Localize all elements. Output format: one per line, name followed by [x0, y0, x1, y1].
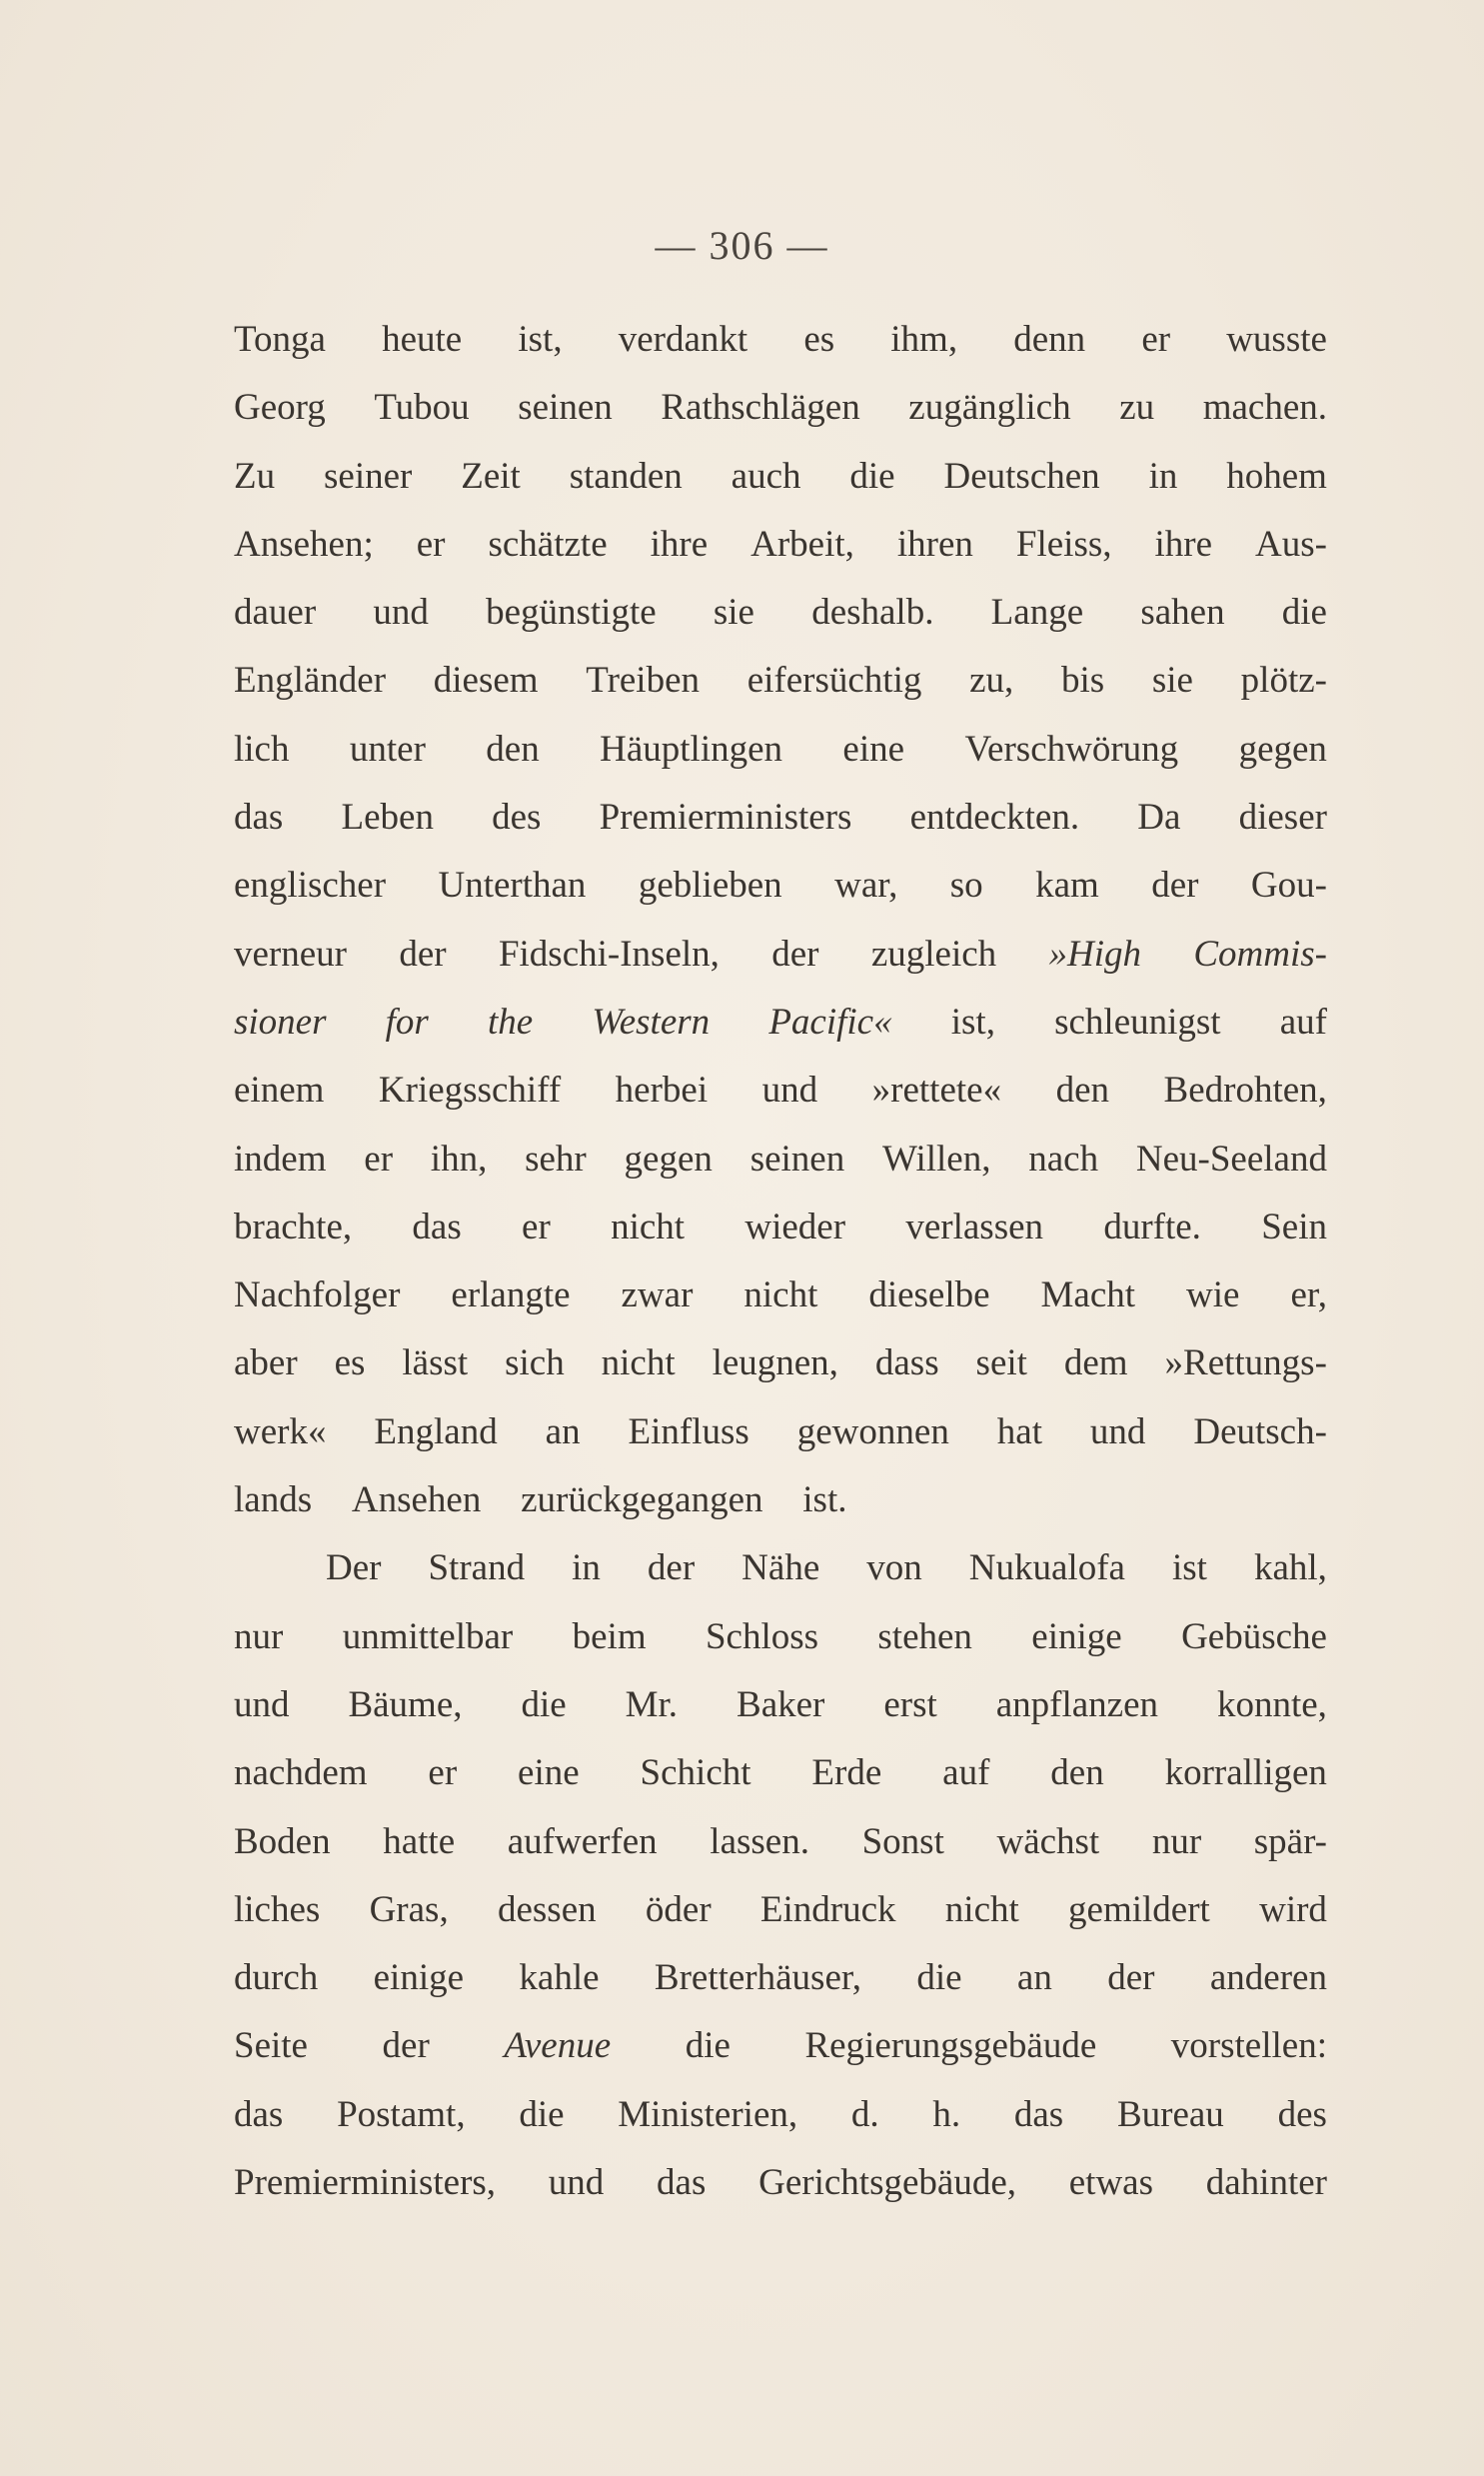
word: Unterthan	[438, 865, 587, 907]
word: an	[1016, 1957, 1052, 1999]
word: liches	[234, 1888, 321, 1930]
word: er	[522, 1206, 551, 1247]
word: etwas	[1068, 2162, 1153, 2204]
word: beim	[572, 1615, 647, 1657]
word: lassen.	[710, 1820, 809, 1862]
word: »Rettungs-	[1164, 1342, 1327, 1384]
word: deshalb.	[811, 592, 934, 634]
text-line-1	[234, 306, 1327, 374]
word: nicht	[944, 1888, 1019, 1930]
word: wieder	[744, 1206, 846, 1247]
text-line-18	[234, 1466, 1327, 1534]
word: Verschwörung	[964, 728, 1179, 770]
word: die	[849, 455, 895, 497]
word: ihm,	[890, 319, 958, 360]
word: gemildert	[1068, 1888, 1210, 1930]
word: lich	[234, 728, 290, 770]
word: hohem	[1226, 455, 1327, 497]
word: Häuptlingen	[600, 728, 783, 770]
word: Macht	[1040, 1274, 1136, 1316]
word: sie	[713, 592, 754, 634]
word: hatte	[383, 1820, 456, 1862]
text-line-26	[234, 2012, 1327, 2080]
word: nur	[234, 1615, 284, 1657]
word: dessen	[497, 1888, 597, 1930]
word: diesem	[433, 660, 539, 702]
word-italic	[1049, 921, 1142, 989]
word: nachdem	[234, 1752, 368, 1794]
word: auf	[942, 1752, 990, 1794]
word: denn	[1013, 319, 1086, 360]
text-line-3	[234, 443, 1327, 511]
word: begünstigte	[486, 592, 657, 634]
word: herbei	[615, 1070, 709, 1112]
word: anderen	[1209, 1957, 1327, 1999]
word: aber	[234, 1342, 298, 1384]
word: indem	[234, 1138, 327, 1180]
word: hat	[996, 1410, 1042, 1452]
word: verlassen	[905, 1206, 1044, 1247]
word: d.	[850, 2093, 879, 2135]
word: machen.	[1202, 387, 1327, 429]
word: Bäume,	[348, 1683, 463, 1725]
body-text	[234, 306, 1327, 2217]
word: in	[1148, 455, 1178, 497]
word: und	[373, 592, 429, 634]
word: dahinter	[1205, 2162, 1327, 2204]
word: Ansehen;	[234, 523, 374, 565]
word: dieser	[1238, 797, 1327, 839]
word: Tubou	[374, 387, 470, 429]
word: Premierministers	[599, 797, 852, 839]
text-line-21	[234, 1671, 1327, 1739]
word: war,	[834, 865, 898, 907]
word: eifersüchtig	[746, 660, 922, 702]
word: Der	[326, 1547, 382, 1589]
word-italic-text: »High	[1048, 933, 1141, 975]
word: Deutschen	[943, 455, 1100, 497]
word: eine	[842, 728, 905, 770]
word-italic-text: the	[487, 1001, 534, 1043]
word: unmittelbar	[342, 1615, 514, 1657]
word: er	[416, 523, 446, 565]
word: schleunigst	[1054, 1001, 1221, 1043]
word: wird	[1259, 1888, 1327, 1930]
word: zurückgegangen	[521, 1479, 763, 1521]
word: ist.	[802, 1479, 847, 1521]
word-italic	[1193, 921, 1327, 989]
text-line-12	[234, 1057, 1327, 1125]
word: unter	[349, 728, 426, 770]
word: auf	[1279, 1001, 1327, 1043]
word: gegen	[1238, 728, 1327, 770]
word: Ansehen	[351, 1479, 482, 1521]
text-line-2	[234, 374, 1327, 442]
text-line-15	[234, 1261, 1327, 1329]
word: nach	[1028, 1138, 1099, 1180]
word: Kriegsschiff	[378, 1070, 562, 1112]
text-line-10	[234, 921, 1327, 989]
word: durfte.	[1103, 1206, 1201, 1247]
word: einige	[373, 1957, 465, 1999]
word: dem	[1063, 1342, 1128, 1384]
word: konnte,	[1216, 1683, 1327, 1725]
word: anpflanzen	[995, 1683, 1159, 1725]
word: brachte,	[234, 1206, 353, 1247]
word: h.	[932, 2093, 961, 2135]
word: aufwerfen	[507, 1820, 658, 1862]
word: einem	[234, 1070, 325, 1112]
word: verdankt	[618, 319, 748, 360]
word: einige	[1031, 1615, 1122, 1657]
word-italic	[768, 989, 891, 1057]
word: Bureau	[1116, 2093, 1224, 2135]
word: Eindruck	[759, 1888, 896, 1930]
word: leugnen,	[712, 1342, 838, 1384]
text-line-27	[234, 2081, 1327, 2149]
word: spär-	[1253, 1820, 1327, 1862]
text-line-13	[234, 1126, 1327, 1194]
text-line-16	[234, 1329, 1327, 1397]
text-line-6	[234, 647, 1327, 715]
word: an	[545, 1410, 581, 1452]
word: zwar	[621, 1274, 694, 1316]
word: das	[657, 2162, 707, 2204]
word: Nukualofa	[968, 1547, 1125, 1589]
word: Deutsch-	[1193, 1410, 1327, 1452]
word: verneur	[234, 933, 347, 975]
word: das	[1013, 2093, 1064, 2135]
word: standen	[569, 455, 683, 497]
word: und	[548, 2162, 605, 2204]
word: kahl,	[1253, 1547, 1327, 1589]
text-line-19	[234, 1534, 1327, 1602]
word: sie	[1151, 660, 1193, 702]
word: lässt	[402, 1342, 469, 1384]
word: in	[572, 1547, 601, 1589]
word: ihre	[650, 523, 709, 565]
word: Premierministers,	[234, 2162, 497, 2204]
word: er	[364, 1138, 394, 1180]
word: eine	[518, 1752, 580, 1794]
word: Gras,	[369, 1888, 449, 1930]
word: vorstellen:	[1170, 2025, 1327, 2067]
word: der	[771, 933, 819, 975]
word: wusste	[1226, 319, 1327, 360]
word: ihren	[896, 523, 973, 565]
word: Mr.	[625, 1683, 679, 1725]
text-line-7	[234, 716, 1327, 784]
text-line-28	[234, 2149, 1327, 2217]
word: und	[1089, 1410, 1146, 1452]
word: Gou-	[1250, 865, 1327, 907]
word: Georg	[234, 387, 326, 429]
word: dauer	[234, 592, 317, 634]
word: so	[949, 865, 983, 907]
word: es	[334, 1342, 366, 1384]
text-line-9	[234, 852, 1327, 920]
word: die	[1281, 592, 1327, 634]
word: durch	[234, 1957, 319, 1999]
word: der	[382, 2025, 430, 2067]
word: Postamt,	[337, 2093, 466, 2135]
word: Engländer	[234, 660, 387, 702]
word: Schicht	[640, 1752, 751, 1794]
word: Bretterhäuser,	[654, 1957, 861, 1999]
word: des	[492, 797, 542, 839]
word: zu,	[969, 660, 1014, 702]
word: gegen	[624, 1138, 713, 1180]
word: Tonga	[234, 319, 326, 360]
word: zugleich	[870, 933, 997, 975]
word: erst	[883, 1683, 937, 1725]
word: nur	[1151, 1820, 1202, 1862]
word-italic-text: Commis-	[1193, 933, 1327, 975]
word: Aus-	[1255, 523, 1327, 565]
word: seinen	[749, 1138, 845, 1180]
word: zugänglich	[908, 387, 1071, 429]
word: plötz-	[1240, 660, 1327, 702]
word: auch	[731, 455, 801, 497]
word: das	[234, 2093, 284, 2135]
word: der	[1107, 1957, 1155, 1999]
word: die	[916, 1957, 962, 1999]
word: das	[412, 1206, 462, 1247]
word: Leben	[341, 797, 434, 839]
word: die	[519, 2093, 565, 2135]
word: England	[374, 1410, 498, 1452]
word-italic	[488, 989, 533, 1057]
word: er	[428, 1752, 458, 1794]
word: die	[685, 2025, 731, 2067]
word: des	[1277, 2093, 1327, 2135]
page-number: — 306 —	[655, 223, 829, 268]
word: bis	[1060, 660, 1105, 702]
word: Sein	[1261, 1206, 1327, 1247]
word: Schloss	[705, 1615, 819, 1657]
word: Treiben	[586, 660, 701, 702]
word: ihre	[1154, 523, 1213, 565]
word: Willen,	[882, 1138, 991, 1180]
word: den	[486, 728, 540, 770]
text-line-4	[234, 511, 1327, 579]
word-italic	[592, 989, 710, 1057]
text-line-23	[234, 1808, 1327, 1876]
word: Ministerien,	[618, 2093, 798, 2135]
word-italic-text: Avenue	[504, 2025, 612, 2067]
word: ihn,	[430, 1138, 488, 1180]
word: englischer	[234, 865, 387, 907]
text-line-14	[234, 1194, 1327, 1261]
word: Fleiss,	[1015, 523, 1112, 565]
word: seit	[975, 1342, 1027, 1384]
word: kahle	[519, 1957, 600, 1999]
word: die	[521, 1683, 567, 1725]
word: Strand	[428, 1547, 526, 1589]
word-italic-text: Western	[592, 1001, 711, 1043]
word: Einfluss	[628, 1410, 749, 1452]
word: Bedrohten,	[1163, 1070, 1327, 1112]
word: Nähe	[742, 1547, 820, 1589]
text-line-25	[234, 1944, 1327, 2012]
word: Fidschi-Inseln,	[498, 933, 720, 975]
text-line-24	[234, 1876, 1327, 1944]
word: nicht	[743, 1274, 818, 1316]
word: nicht	[601, 1342, 676, 1384]
word: und	[761, 1070, 818, 1112]
text-line-5	[234, 579, 1327, 647]
word: Zu	[234, 455, 276, 497]
word: seinen	[518, 387, 613, 429]
word: er,	[1290, 1274, 1327, 1316]
word: »rettete«	[871, 1070, 1002, 1112]
text-line-11	[234, 989, 1327, 1057]
word: öder	[645, 1888, 712, 1930]
word: dieselbe	[868, 1274, 990, 1316]
word: stehen	[877, 1615, 972, 1657]
word: den	[1055, 1070, 1110, 1112]
word: ist,	[518, 319, 563, 360]
word: wie	[1186, 1274, 1240, 1316]
word: er	[1141, 319, 1171, 360]
word: heute	[382, 319, 463, 360]
word: Sonst	[861, 1820, 944, 1862]
word: Nachfolger	[234, 1274, 401, 1316]
text-line-20	[234, 1603, 1327, 1671]
word: Seite	[234, 2025, 308, 2067]
word: Gebüsche	[1181, 1615, 1327, 1657]
word: schätzte	[488, 523, 608, 565]
word: von	[866, 1547, 922, 1589]
text-line-17	[234, 1398, 1327, 1466]
word: dass	[874, 1342, 939, 1384]
word: sehr	[525, 1138, 587, 1180]
word: den	[1050, 1752, 1104, 1794]
word: sahen	[1140, 592, 1225, 634]
word: Regierungsgebäude	[804, 2025, 1097, 2067]
word: Gerichtsgebäude,	[758, 2162, 1016, 2204]
word: gewonnen	[796, 1410, 949, 1452]
word: und	[234, 1683, 290, 1725]
word: der	[647, 1547, 696, 1589]
word: korralligen	[1164, 1752, 1327, 1794]
word-italic	[386, 989, 429, 1057]
word: ist	[1171, 1547, 1207, 1589]
word: lands	[234, 1479, 313, 1521]
word: geblieben	[638, 865, 782, 907]
word-italic-text: sioner	[234, 1001, 327, 1043]
word-italic	[234, 989, 327, 1057]
word: der	[1151, 865, 1199, 907]
word: entdeckten.	[909, 797, 1080, 839]
word: wächst	[996, 1820, 1100, 1862]
word: erlangte	[451, 1274, 571, 1316]
word-italic-text: for	[385, 1001, 429, 1043]
word: Da	[1137, 797, 1181, 839]
word: kam	[1035, 865, 1099, 907]
word: Boden	[234, 1820, 331, 1862]
word: Erde	[811, 1752, 882, 1794]
word: Zeit	[461, 455, 521, 497]
word: Neu-Seeland	[1135, 1138, 1327, 1180]
word: der	[399, 933, 447, 975]
text-line-22	[234, 1739, 1327, 1807]
word: Lange	[990, 592, 1084, 634]
word: ist,	[950, 1001, 995, 1043]
word: es	[803, 319, 835, 360]
word: das	[234, 797, 284, 839]
word: sich	[505, 1342, 565, 1384]
text-line-8	[234, 784, 1327, 852]
word: nicht	[611, 1206, 686, 1247]
word: werk«	[234, 1410, 327, 1452]
word: Baker	[737, 1683, 825, 1725]
word: seiner	[324, 455, 413, 497]
word: Arbeit,	[750, 523, 854, 565]
word-italic-text: Pacific«	[768, 1001, 892, 1043]
word-italic	[504, 2012, 611, 2080]
word: zu	[1119, 387, 1155, 429]
word: Rathschlägen	[661, 387, 860, 429]
